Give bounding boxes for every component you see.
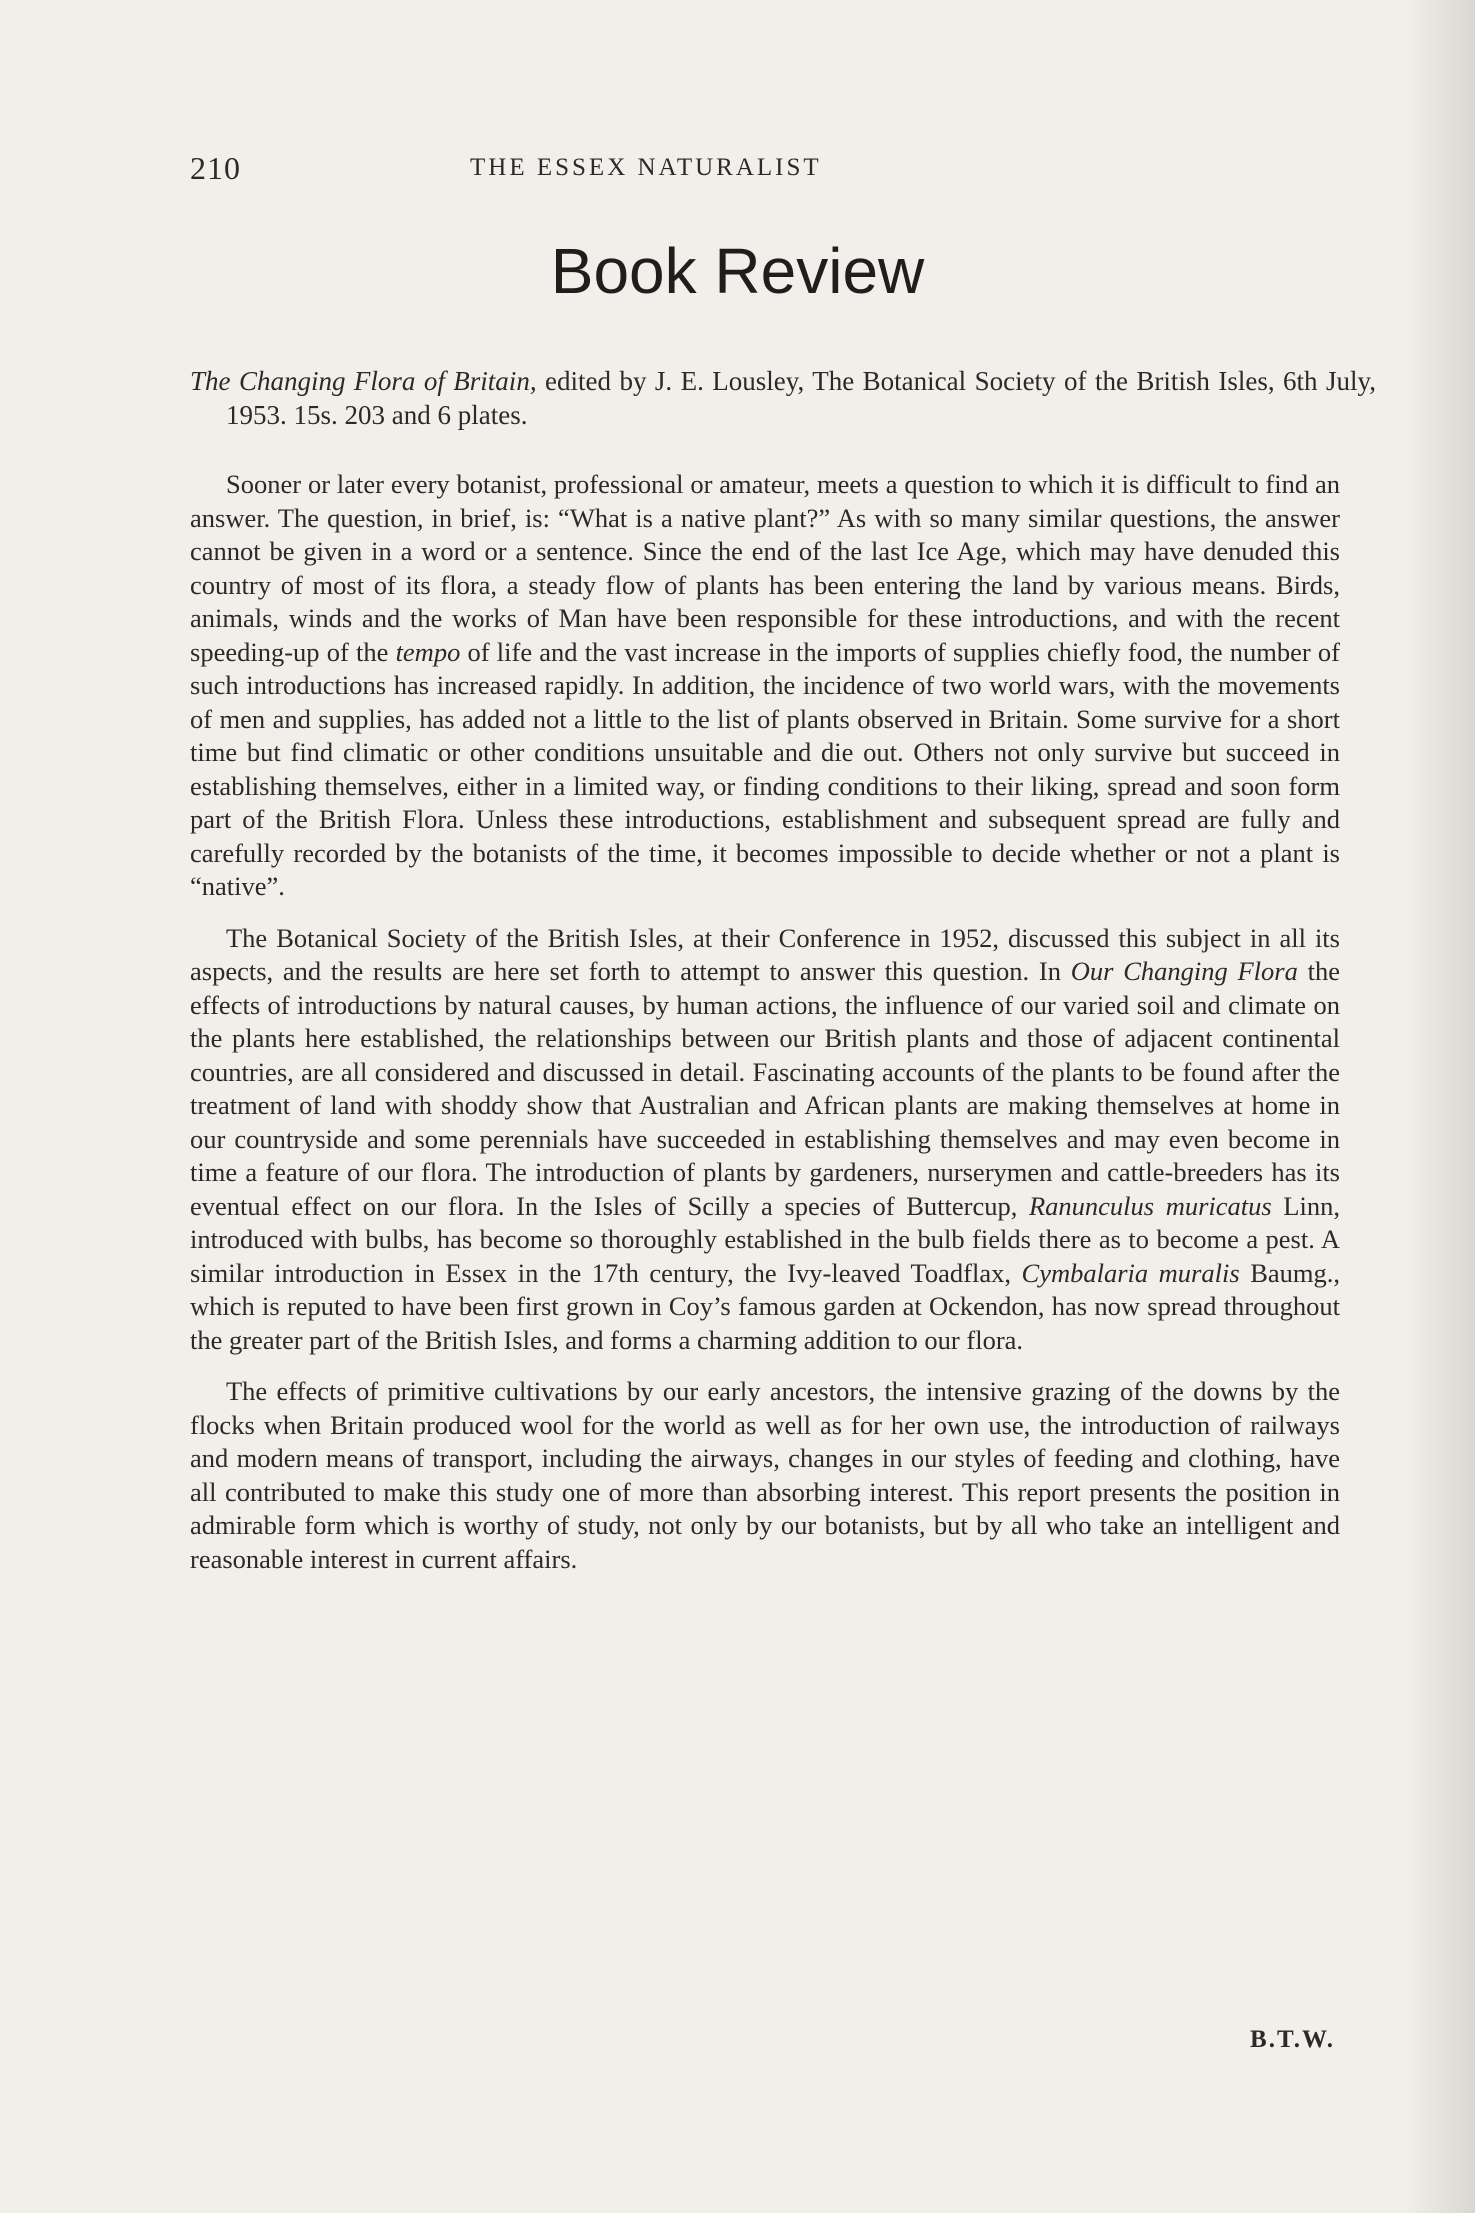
citation-details: edited by J. E. Lousley, The Botanical Society of the British Isles, 6th July, 1953. 15s. 203 and 6 plates. bbox=[226, 366, 1376, 430]
italic-tempo: tempo bbox=[395, 636, 461, 667]
page-number: 210 bbox=[190, 150, 241, 186]
section-title: Book Review bbox=[550, 235, 925, 307]
italic-species-ranunculus: Ranunculus muricatus bbox=[1028, 1190, 1272, 1221]
book-title: The Changing Flora of Britain, bbox=[190, 366, 537, 396]
italic-species-cymbalaria: Cymbalaria muralis bbox=[1021, 1257, 1240, 1288]
running-head bbox=[190, 150, 1340, 190]
paragraph-2-text-c: Linn, introduced with bulbs, has become so thoroughly established in the bulb fields there as to become a pest. A similar introduction in Essex in the 17th century, the Ivy-leaved Toadflax, bbox=[190, 1190, 1340, 1288]
journal-title: THE ESSEX NATURALIST bbox=[470, 154, 822, 181]
paragraph-2 bbox=[190, 922, 1340, 1358]
italic-book-title: Our Changing Flora bbox=[1070, 956, 1298, 986]
page-edge-shadow bbox=[1405, 0, 1475, 2213]
review-body bbox=[190, 468, 1340, 1594]
paragraph-2-text-a: The Botanical Society of the British Isles, at their Conference in 1952, discussed this subject in all its aspects, and the results are here set forth to attempt to answer this question. In bbox=[190, 922, 1340, 986]
book-citation bbox=[190, 364, 1376, 432]
paragraph-3: The effects of primitive cultivations by our early ancestors, the intensive grazing of the downs by the flocks when Britain produced wool for the world as well as for her own use, the introduction of railways and modern means of transport, including the airways, changes in our styles of feeding and clothing, have all contributed to make this study one of more than absorbing interest. This report presents the position in admirable form which is worthy of study, not only by our botanists, but by all who take an intelligent and reasonable interest in current affairs. bbox=[190, 1376, 1340, 1574]
paragraph-1 bbox=[190, 468, 1340, 904]
paragraph-1-text-b: of life and the vast increase in the imports of supplies chiefly food, the number of such introductions has increased rapidly. In addition, the incidence of two world wars, with the movements of men and supplies, has added not a little to the list of plants observed in Britain. Some survive for a short time but find climatic or other conditions unsuitable and die out. Others not only survive but succeed in establishing themselves, either in a limited way, or finding conditions to their liking, spread and soon form part of the British Flora. Unless these introductions, establishment and subsequent spread are fully and carefully recorded by the botanists of the time, it becomes impossible to decide whether or not a plant is “native”. bbox=[190, 636, 1340, 901]
paragraph-2-text-b: the effects of introductions by natural causes, by human actions, the influence of our varied soil and climate on the plants here established, the relationships between our British plants and those of adjacent continental countries, are all considered and discussed in detail. Fascinating accounts of the plants to be found after the treatment of land with shoddy show that Australian and African plants are making themselves at home in our countryside and some perennials have succeeded in establishing themselves and may even become in time a feature of our flora. The introduction of plants by gardeners, nurserymen and cattle-breeders has its eventual effect on our flora. In the Isles of Scilly a species of Buttercup, bbox=[190, 956, 1341, 1221]
paragraph-1-text-a: Sooner or later every botanist, professional or amateur, meets a question to which it is difficult to find an answer. The question, in brief, is: “What is a native plant?” As with so many similar questions, the answer cannot be given in a word or a sentence. Since the end of the last Ice Age, which may have denuded this country of most of its flora, a steady flow of plants has been entering the land by various means. Birds, animals, winds and the works of Man have been responsible for these introductions, and with the recent speeding-up of the bbox=[190, 469, 1340, 667]
paragraph-2-text-d: Baumg., which is reputed to have been first grown in Coy’s famous garden at Ockendon, has now spread throughout the greater part of the British Isles, and forms a charming addition to our flora. bbox=[190, 1257, 1340, 1355]
reviewer-signature: B.T.W. bbox=[1250, 2026, 1335, 2053]
